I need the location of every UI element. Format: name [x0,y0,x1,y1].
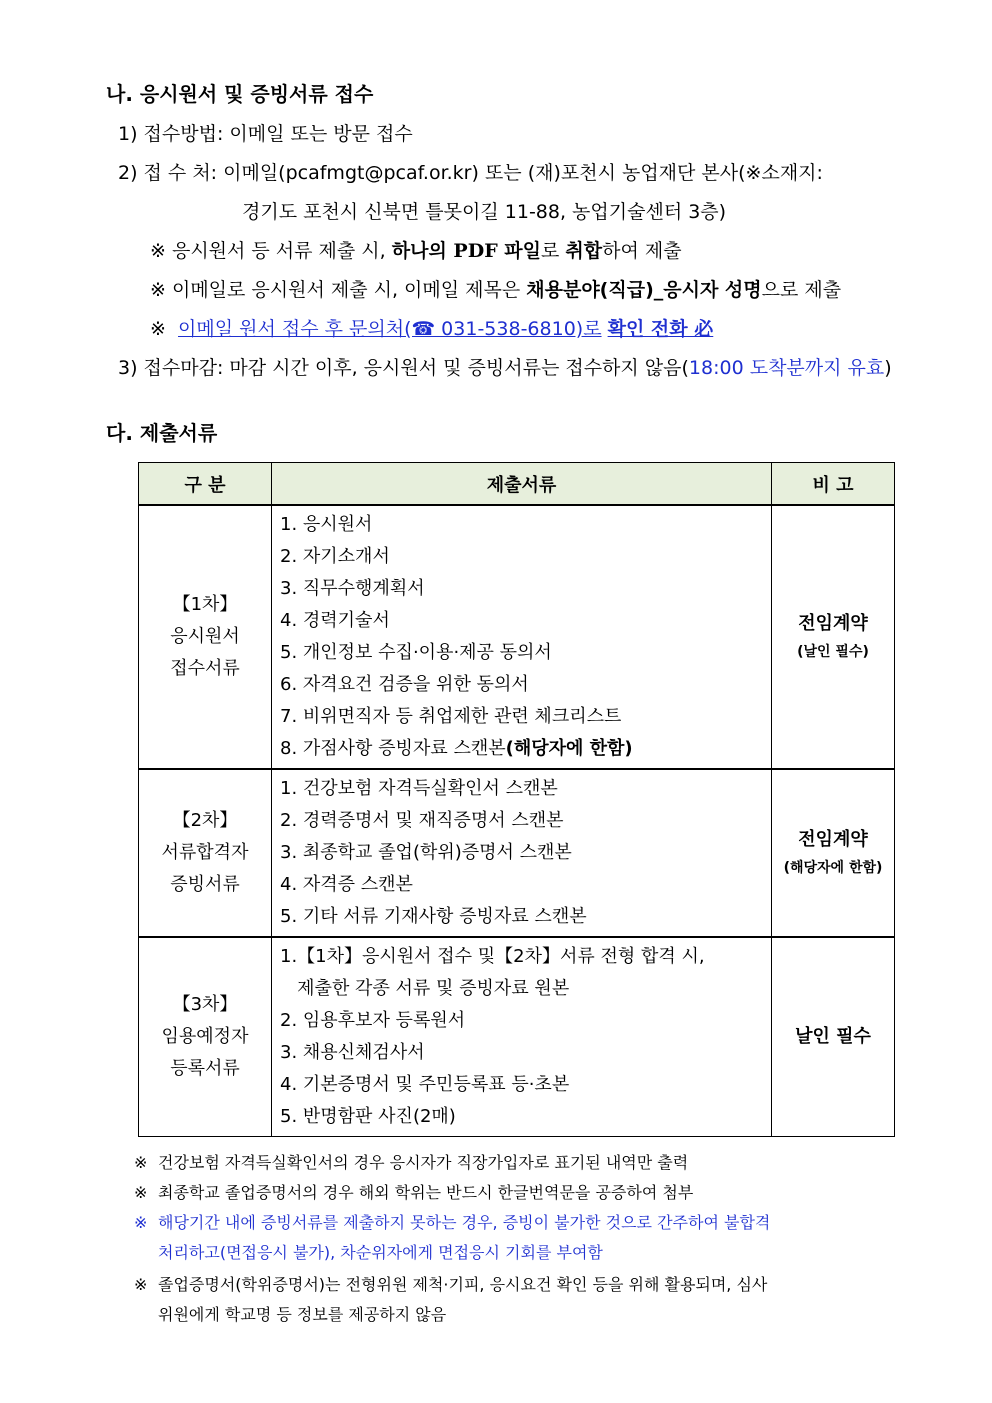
list-item: 3. 채용신체검사서 [280,1042,425,1063]
footnote-symbol: ※ [134,1153,148,1172]
list-item: 3. 최종학교 졸업(학위)증명서 스캔본 [280,842,572,863]
row3-category-stage: 【3차】 [172,994,238,1015]
footnote-text: 최종학교 졸업증명서의 경우 해외 학위는 반드시 한글번역문을 공증하여 첨부 [158,1183,694,1202]
note-pdf-bold2: 취합 [565,240,603,262]
list-item: 2. 경력증명서 및 재직증명서 스캔본 [280,810,564,831]
row1-remark [772,505,895,769]
deadline-pre: 3) 접수마감: 마감 시간 이후, 응시원서 및 증빙서류는 접수하지 않음( [118,357,689,379]
note-confirm-bold: 확인 전화 必 [607,318,714,340]
documents-table [138,462,895,1137]
item8-bold: (해당자에 한함) [505,738,633,759]
row3-remark-main: 날인 필수 [795,1026,871,1047]
note-pdf-bold1: 하나의 PDF 파일 [391,240,542,262]
note-email-bold: 채용분야(직급)_응시자 성명 [526,279,762,301]
row2-category [139,769,272,937]
row1-category-stage: 【1차】 [172,594,238,615]
submission-address-line2: 경기도 포천시 신북면 틀못이길 11-88, 농업기술센터 3층) [242,201,727,223]
footnote-deadline-warning [134,1208,770,1238]
section-heading-da: 다. 제출서류 [106,421,218,445]
note-pdf-mid: 로 [541,240,560,262]
note-email-pre: ※ 이메일로 응시원서 제출 시, 이메일 제목은 [150,279,521,301]
row1-remark-main: 전임계약 [798,613,868,634]
list-item: 6. 자격요건 검증을 위한 동의서 [280,674,529,695]
table-row [139,769,895,937]
footnote-symbol: ※ [134,1183,148,1202]
list-item: 5. 기타 서류 기재사항 증빙자료 스캔본 [280,906,587,927]
row2-items [272,769,772,937]
header-remarks: 비 고 [772,463,895,506]
list-item: 4. 기본증명서 및 주민등록표 등·초본 [280,1074,570,1095]
note-confirm-call [150,316,713,342]
deadline-post: ) [884,357,892,379]
submission-address-line1: 2) 접 수 처: 이메일(pcafmgt@pcaf.or.kr) 또는 (재)포천시 농업재단 본사(※소재지: [118,162,823,184]
list-item: 1. 응시원서 [280,514,373,535]
note-confirm-symbol: ※ [150,318,166,340]
list-item: 4. 경력기술서 [280,610,390,631]
note-pdf-post: 하여 제출 [602,240,682,262]
row3-remark [772,937,895,1137]
footnote-text: 건강보험 자격득실확인서의 경우 응시자가 직장가입자로 표기된 내역만 출력 [158,1153,689,1172]
note-email-subject [150,277,841,303]
row2-category-line3: 증빙서류 [170,874,240,895]
list-item [280,733,771,765]
submission-method: 1) 접수방법: 이메일 또는 방문 접수 [118,123,413,145]
list-item: 3. 직무수행계획서 [280,578,425,599]
row2-remark-main: 전임계약 [798,829,868,850]
table-row [139,505,895,769]
row2-remark [772,769,895,937]
section-heading-na: 나. 응시원서 및 증빙서류 접수 [106,82,374,106]
list-item: 1. 건강보험 자격득실확인서 스캔본 [280,778,558,799]
row2-remark-sub: (해당자에 한함) [783,860,883,876]
footnote-symbol: ※ [134,1275,148,1294]
footnote-health-insurance [134,1148,688,1178]
row3-category-line2: 임용예정자 [161,1026,249,1047]
table-row [139,937,895,1137]
footnote-text: 졸업증명서(학위증명서)는 전형위원 제척·기피, 응시요건 확인 등을 위해 활용되며, 심사 [158,1275,768,1294]
item8-text: 8. 가점사항 증빙자료 스캔본 [280,738,506,759]
note-pdf [150,238,682,264]
footnote-overseas-degree [134,1178,693,1208]
list-item: 7. 비위면직자 등 취업제한 관련 체크리스트 [280,706,622,727]
footnote-graduation-cert-cont: 위원에게 학교명 등 정보를 제공하지 않음 [158,1305,447,1324]
table-header-row [139,463,895,506]
list-item: 2. 자기소개서 [280,546,390,567]
note-confirm-text[interactable]: 이메일 원서 접수 후 문의처(☎ 031-538-6810)로 [178,318,602,340]
row1-category [139,505,272,769]
row3-category [139,937,272,1137]
footnote-deadline-warning-cont: 처리하고(면접응시 불가), 차순위자에게 면접응시 기회를 부여함 [158,1243,603,1262]
submission-deadline [118,355,892,381]
row2-category-line2: 서류합격자 [161,842,249,863]
row1-category-line2: 응시원서 [170,626,240,647]
list-item: 2. 임용후보자 등록원서 [280,1010,466,1031]
row1-remark-sub: (날인 필수) [797,644,869,660]
list-item: 5. 개인정보 수집·이용·제공 동의서 [280,642,552,663]
header-documents: 제출서류 [272,463,772,506]
note-email-post: 으로 제출 [761,279,842,301]
footnote-graduation-cert [134,1270,767,1300]
row1-items [272,505,772,769]
row2-category-stage: 【2차】 [172,810,238,831]
list-item: 1.【1차】응시원서 접수 및【2차】서류 전형 합격 시, [280,946,705,967]
header-category: 구 분 [139,463,272,506]
list-item: 5. 반명함판 사진(2매) [280,1106,456,1127]
note-pdf-pre: ※ 응시원서 등 서류 제출 시, [150,240,386,262]
row1-category-line3: 접수서류 [170,658,240,679]
footnote-text: 해당기간 내에 증빙서류를 제출하지 못하는 경우, 증빙이 불가한 것으로 간주하여 불합격 [158,1213,771,1232]
list-item: 제출한 각종 서류 및 증빙자료 원본 [280,978,570,999]
row3-items [272,937,772,1137]
footnote-symbol: ※ [134,1213,148,1232]
deadline-blue: 18:00 도착분까지 유효 [688,357,885,379]
row3-category-line3: 등록서류 [170,1058,240,1079]
list-item: 4. 자격증 스캔본 [280,874,413,895]
